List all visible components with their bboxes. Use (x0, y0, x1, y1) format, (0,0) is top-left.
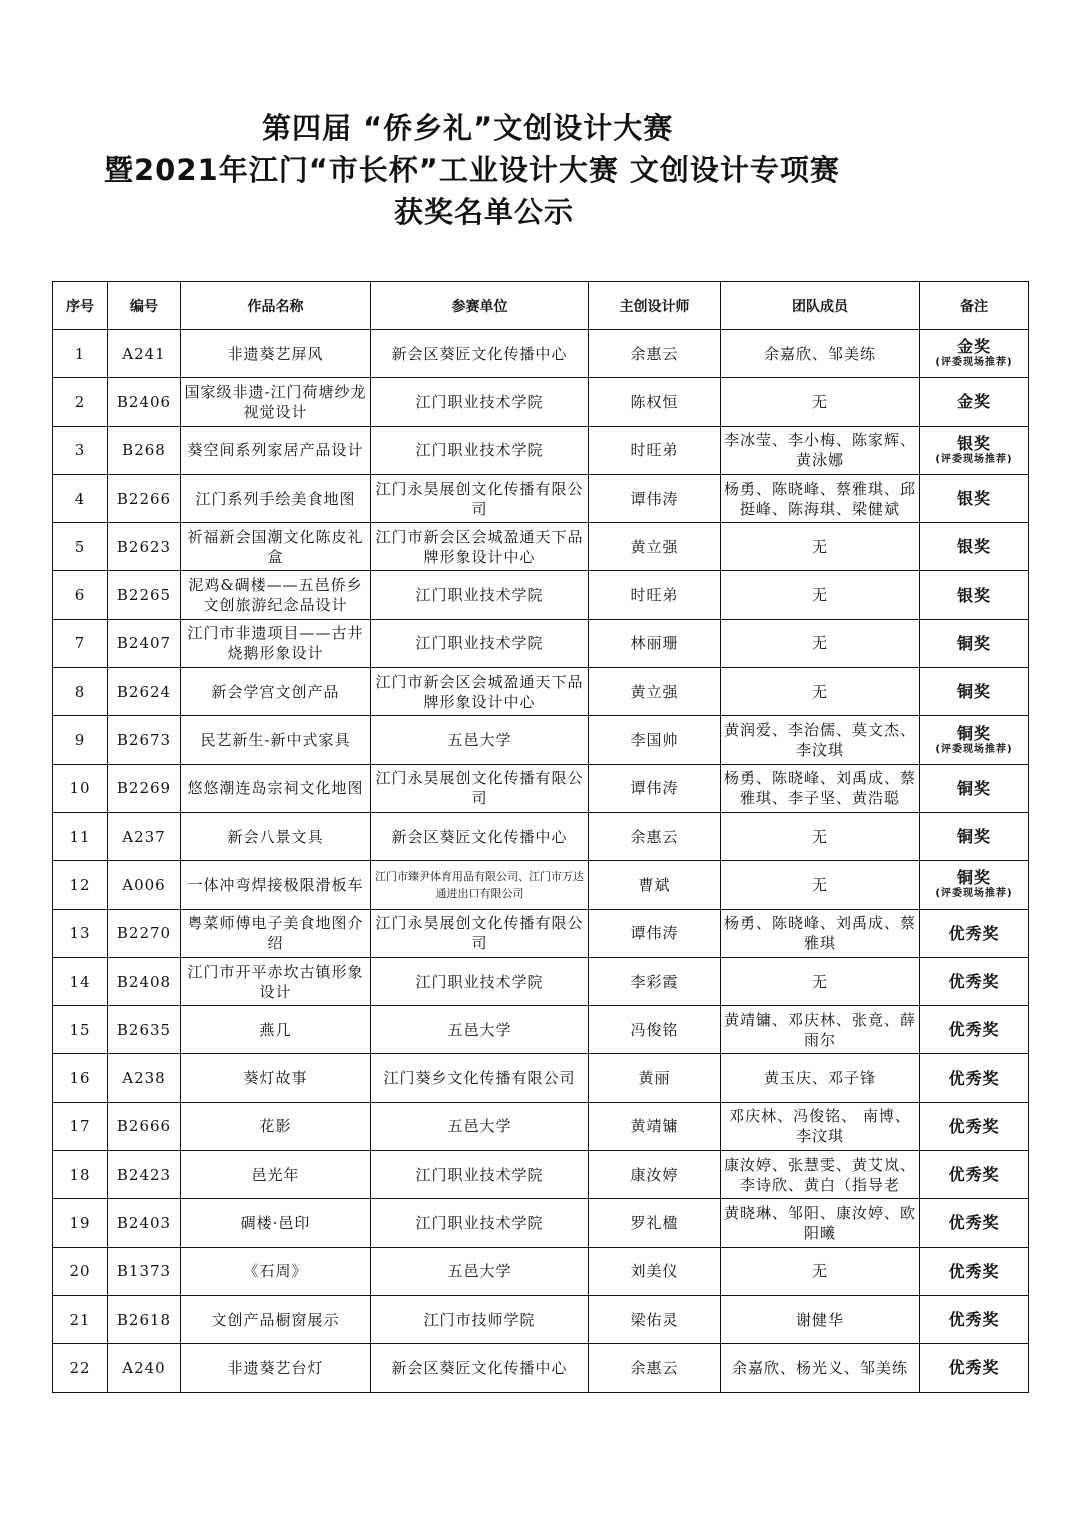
cell-no: 22 (53, 1344, 108, 1392)
cell-award (920, 1344, 1029, 1392)
cell-designer: 黄丽 (589, 1054, 721, 1102)
cell-no: 13 (53, 909, 108, 957)
cell-award (920, 1054, 1029, 1102)
cell-work: 新会八景文具 (181, 812, 371, 860)
cell-designer: 黄立强 (589, 523, 721, 571)
award-label: 铜奖 (956, 682, 991, 702)
cell-unit: 新会区葵匠文化传播中心 (371, 330, 589, 378)
table-row (53, 812, 1029, 860)
cell-team: 邓庆林、冯俊铭、 南博、李汶琪 (721, 1102, 920, 1150)
cell-no: 4 (53, 474, 108, 522)
cell-award (920, 716, 1029, 764)
cell-work: 江门市开平赤坎古镇形象设计 (181, 957, 371, 1005)
cell-team: 无 (721, 378, 920, 426)
cell-designer: 余惠云 (589, 812, 721, 860)
award-label: 优秀奖 (948, 1213, 1000, 1233)
table-row (53, 1344, 1029, 1392)
cell-work: 新会学宫文创产品 (181, 668, 371, 716)
table-row (53, 619, 1029, 667)
cell-unit: 江门市技师学院 (371, 1295, 589, 1343)
award-label: 优秀奖 (948, 1310, 1000, 1330)
cell-work: 国家级非遗-江门荷塘纱龙视觉设计 (181, 378, 371, 426)
table-row (53, 764, 1029, 812)
header-unit: 参赛单位 (371, 282, 589, 330)
table-row (53, 523, 1029, 571)
cell-team: 康汝婷、张慧雯、黄艾岚、李诗欣、黄白（指导老 (721, 1151, 920, 1199)
cell-designer: 时旺弟 (589, 426, 721, 474)
cell-award (920, 378, 1029, 426)
cell-no: 16 (53, 1054, 108, 1102)
table-row (53, 1199, 1029, 1247)
cell-code: A240 (108, 1344, 181, 1392)
title-line-3: 获奖名单公示 (394, 195, 575, 229)
cell-code: A237 (108, 812, 181, 860)
award-note: (评委现场推荐) (935, 888, 1013, 900)
cell-designer: 时旺弟 (589, 571, 721, 619)
cell-designer: 冯俊铭 (589, 1006, 721, 1054)
cell-team: 黄玉庆、邓子锋 (721, 1054, 920, 1102)
table-body (53, 330, 1029, 1393)
cell-no: 18 (53, 1151, 108, 1199)
cell-work: 文创产品橱窗展示 (181, 1295, 371, 1343)
cell-team: 杨勇、陈晓峰、刘禹成、蔡雅琪 (721, 909, 920, 957)
cell-team: 无 (721, 571, 920, 619)
cell-work: 非遗葵艺台灯 (181, 1344, 371, 1392)
cell-code: B2406 (108, 378, 181, 426)
cell-unit: 五邑大学 (371, 1247, 589, 1295)
cell-unit: 江门永昊展创文化传播有限公司 (371, 474, 589, 522)
cell-designer: 余惠云 (589, 1344, 721, 1392)
cell-code: B2269 (108, 764, 181, 812)
cell-award (920, 619, 1029, 667)
award-label: 银奖 (956, 489, 991, 509)
cell-award (920, 957, 1029, 1005)
cell-team: 黄晓琳、邹阳、康汝婷、欧阳曦 (721, 1199, 920, 1247)
award-label: 优秀奖 (948, 1068, 1000, 1088)
table-row (53, 1247, 1029, 1295)
cell-work: 江门系列手绘美食地图 (181, 474, 371, 522)
cell-work: 祈福新会国潮文化陈皮礼盒 (181, 523, 371, 571)
cell-designer: 李国帅 (589, 716, 721, 764)
award-label: 优秀奖 (948, 1165, 1000, 1185)
award-table (52, 281, 1029, 1393)
cell-unit: 江门市新会区会城盈通天下品牌形象设计中心 (371, 668, 589, 716)
table-row (53, 716, 1029, 764)
cell-no: 5 (53, 523, 108, 571)
cell-team: 无 (721, 619, 920, 667)
cell-code: B268 (108, 426, 181, 474)
table-row (53, 1151, 1029, 1199)
cell-code: B2673 (108, 716, 181, 764)
cell-no: 15 (53, 1006, 108, 1054)
cell-designer: 梁佑灵 (589, 1295, 721, 1343)
cell-award (920, 909, 1029, 957)
cell-work: 非遗葵艺屏风 (181, 330, 371, 378)
cell-team: 无 (721, 1247, 920, 1295)
cell-no: 21 (53, 1295, 108, 1343)
cell-award (920, 426, 1029, 474)
cell-work: 民艺新生-新中式家具 (181, 716, 371, 764)
cell-work: 悠悠潮连岛宗祠文化地图 (181, 764, 371, 812)
award-label: 金奖 (956, 337, 991, 357)
cell-designer: 黄靖镛 (589, 1102, 721, 1150)
cell-designer: 黄立强 (589, 668, 721, 716)
cell-unit: 江门市臻尹体育用品有限公司、江门市万达通进出口有限公司 (371, 861, 589, 909)
award-label: 银奖 (956, 585, 991, 605)
cell-code: B2635 (108, 1006, 181, 1054)
cell-code: B2265 (108, 571, 181, 619)
table-row (53, 909, 1029, 957)
cell-award (920, 330, 1029, 378)
cell-work: 邑光年 (181, 1151, 371, 1199)
cell-unit: 新会区葵匠文化传播中心 (371, 1344, 589, 1392)
table-row (53, 861, 1029, 909)
cell-code: B2666 (108, 1102, 181, 1150)
cell-award (920, 1102, 1029, 1150)
cell-team: 杨勇、陈晓峰、蔡雅琪、邱挺峰、陈海琪、梁健斌 (721, 474, 920, 522)
cell-unit: 江门职业技术学院 (371, 378, 589, 426)
table-row (53, 1006, 1029, 1054)
cell-award (920, 1247, 1029, 1295)
cell-work: 燕几 (181, 1006, 371, 1054)
cell-unit: 江门职业技术学院 (371, 619, 589, 667)
cell-code: B2403 (108, 1199, 181, 1247)
table-row (53, 1054, 1029, 1102)
cell-team: 无 (721, 861, 920, 909)
cell-code: A006 (108, 861, 181, 909)
award-note: (评委现场推荐) (935, 743, 1013, 755)
table-row (53, 668, 1029, 716)
table-row (53, 330, 1029, 378)
header-designer: 主创设计师 (589, 282, 721, 330)
table-row (53, 957, 1029, 1005)
cell-designer: 林丽珊 (589, 619, 721, 667)
cell-award (920, 1295, 1029, 1343)
cell-unit: 江门职业技术学院 (371, 1199, 589, 1247)
cell-unit: 五邑大学 (371, 1102, 589, 1150)
cell-code: B2623 (108, 523, 181, 571)
cell-designer: 刘美仪 (589, 1247, 721, 1295)
cell-team: 余嘉欣、杨光义、邹美练 (721, 1344, 920, 1392)
cell-code: B2407 (108, 619, 181, 667)
cell-no: 12 (53, 861, 108, 909)
cell-team: 无 (721, 668, 920, 716)
cell-team: 黄润爱、李治儒、莫文杰、李汶琪 (721, 716, 920, 764)
cell-no: 7 (53, 619, 108, 667)
cell-unit: 江门市新会区会城盈通天下品牌形象设计中心 (371, 523, 589, 571)
cell-award (920, 812, 1029, 860)
cell-code: B2270 (108, 909, 181, 957)
cell-unit: 新会区葵匠文化传播中心 (371, 812, 589, 860)
cell-work: 粤菜师傅电子美食地图介绍 (181, 909, 371, 957)
cell-award (920, 764, 1029, 812)
cell-designer: 康汝婷 (589, 1151, 721, 1199)
cell-designer: 谭伟涛 (589, 909, 721, 957)
cell-unit: 江门永昊展创文化传播有限公司 (371, 764, 589, 812)
cell-code: B2266 (108, 474, 181, 522)
cell-team: 黄靖镛、邓庆林、张竟、薛雨尔 (721, 1006, 920, 1054)
cell-work: 一体冲弯焊接极限滑板车 (181, 861, 371, 909)
cell-team: 谢健华 (721, 1295, 920, 1343)
cell-unit: 江门永昊展创文化传播有限公司 (371, 909, 589, 957)
cell-work: 花影 (181, 1102, 371, 1150)
cell-team: 杨勇、陈晓峰、刘禹成、蔡雅琪、李子坚、黄浩聪 (721, 764, 920, 812)
award-label: 金奖 (956, 392, 991, 412)
cell-award (920, 523, 1029, 571)
cell-no: 2 (53, 378, 108, 426)
table-row (53, 1102, 1029, 1150)
cell-unit: 江门职业技术学院 (371, 426, 589, 474)
cell-work: 《石周》 (181, 1247, 371, 1295)
award-note: (评委现场推荐) (935, 357, 1013, 369)
cell-unit: 江门职业技术学院 (371, 957, 589, 1005)
cell-work: 碉楼·邑印 (181, 1199, 371, 1247)
cell-no: 6 (53, 571, 108, 619)
cell-no: 1 (53, 330, 108, 378)
cell-award (920, 1151, 1029, 1199)
cell-award (920, 571, 1029, 619)
cell-team: 无 (721, 957, 920, 1005)
cell-no: 20 (53, 1247, 108, 1295)
award-label: 优秀奖 (948, 972, 1000, 991)
cell-team: 无 (721, 523, 920, 571)
cell-no: 10 (53, 764, 108, 812)
cell-no: 14 (53, 957, 108, 1005)
cell-no: 19 (53, 1199, 108, 1247)
cell-unit: 江门职业技术学院 (371, 1151, 589, 1199)
award-label: 优秀奖 (948, 1261, 1000, 1281)
header-no: 序号 (53, 282, 108, 330)
cell-code: A241 (108, 330, 181, 378)
cell-code: B2408 (108, 957, 181, 1005)
table-row (53, 1295, 1029, 1343)
cell-award (920, 474, 1029, 522)
cell-team: 无 (721, 812, 920, 860)
cell-code: B2618 (108, 1295, 181, 1343)
table-row (53, 571, 1029, 619)
award-label: 铜奖 (956, 778, 991, 798)
cell-code: A238 (108, 1054, 181, 1102)
header-award: 备注 (920, 282, 1029, 330)
cell-unit: 五邑大学 (371, 716, 589, 764)
cell-award (920, 1006, 1029, 1054)
cell-no: 3 (53, 426, 108, 474)
cell-work: 葵灯故事 (181, 1054, 371, 1102)
cell-award (920, 861, 1029, 909)
title-line-2: 暨2021年江门“市长杯”工业设计大赛 文创设计专项赛 (104, 153, 840, 187)
award-label: 铜奖 (956, 723, 991, 743)
cell-designer: 余惠云 (589, 330, 721, 378)
cell-unit: 五邑大学 (371, 1006, 589, 1054)
cell-no: 17 (53, 1102, 108, 1150)
award-label: 铜奖 (956, 827, 991, 847)
cell-team: 余嘉欣、邹美练 (721, 330, 920, 378)
award-label: 铜奖 (956, 868, 991, 888)
cell-work: 葵空间系列家居产品设计 (181, 426, 371, 474)
cell-no: 9 (53, 716, 108, 764)
cell-award (920, 668, 1029, 716)
award-label: 铜奖 (956, 633, 991, 653)
cell-designer: 罗礼楹 (589, 1199, 721, 1247)
cell-designer: 陈权恒 (589, 378, 721, 426)
cell-unit: 江门葵乡文化传播有限公司 (371, 1054, 589, 1102)
award-label: 优秀奖 (948, 1020, 1000, 1040)
header-team: 团队成员 (721, 282, 920, 330)
award-note: (评委现场推荐) (935, 453, 1013, 465)
cell-no: 11 (53, 812, 108, 860)
title-line-1: 第四届 “侨乡礼”文创设计大赛 (262, 111, 674, 145)
award-label: 优秀奖 (948, 1116, 1000, 1136)
table-row (53, 474, 1029, 522)
cell-code: B2423 (108, 1151, 181, 1199)
award-label: 优秀奖 (948, 923, 1000, 943)
cell-unit: 江门职业技术学院 (371, 571, 589, 619)
table-header-row (53, 282, 1029, 330)
header-work: 作品名称 (181, 282, 371, 330)
cell-code: B1373 (108, 1247, 181, 1295)
cell-work: 泥鸡&碉楼——五邑侨乡文创旅游纪念品设计 (181, 571, 371, 619)
cell-work: 江门市非遗项目——古井烧鹅形象设计 (181, 619, 371, 667)
award-label: 优秀奖 (948, 1358, 1000, 1378)
table-row (53, 378, 1029, 426)
cell-code: B2624 (108, 668, 181, 716)
award-label: 银奖 (956, 537, 991, 557)
cell-designer: 谭伟涛 (589, 474, 721, 522)
table-row (53, 426, 1029, 474)
cell-award (920, 1199, 1029, 1247)
cell-team: 李冰莹、李小梅、陈家辉、黄泳娜 (721, 426, 920, 474)
cell-designer: 李彩霞 (589, 957, 721, 1005)
cell-no: 8 (53, 668, 108, 716)
award-label: 银奖 (956, 433, 991, 453)
header-code: 编号 (108, 282, 181, 330)
cell-designer: 曹斌 (589, 861, 721, 909)
cell-designer: 谭伟涛 (589, 764, 721, 812)
